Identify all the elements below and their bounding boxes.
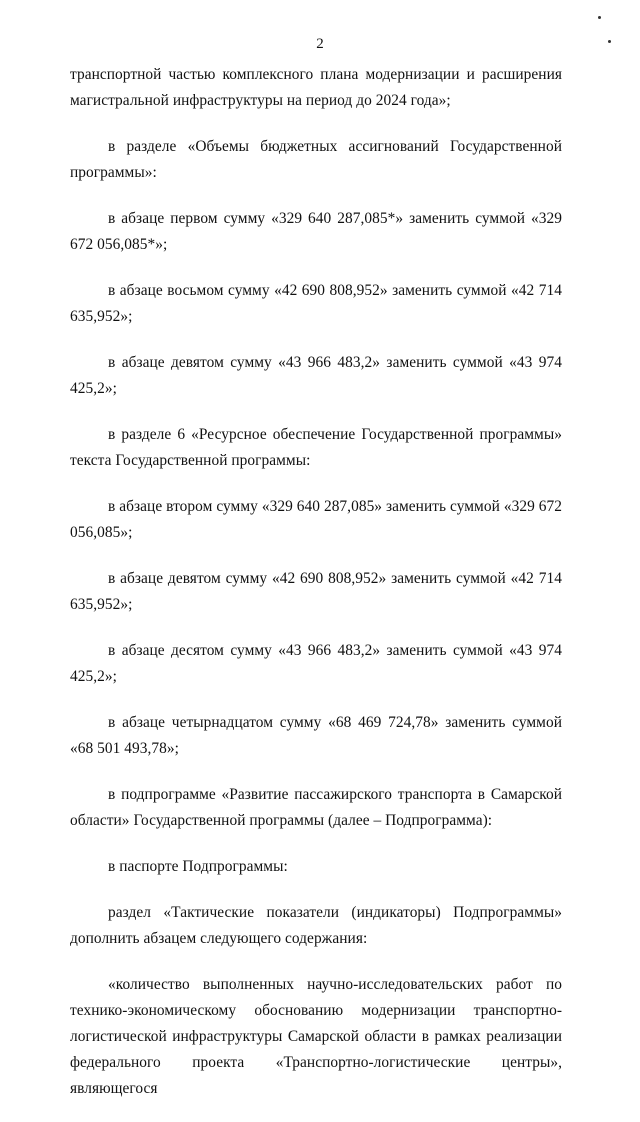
paragraph-13: раздел «Тактические показатели (индикаторы) Подпрограммы» дополнить абзацем следующего содержания:: [70, 904, 562, 947]
scan-speck: [598, 16, 601, 19]
paragraph-9: в абзаце десятом сумму «43 966 483,2» заменить суммой «43 974 425,2»;: [70, 642, 562, 685]
page-number: 2: [316, 36, 324, 52]
paragraph-7: в абзаце втором сумму «329 640 287,085» заменить суммой «329 672 056,085»;: [70, 498, 562, 541]
paragraph-14: «количество выполненных научно-исследовательских работ по технико-экономическому обоснованию модернизации транспортно-логистической инфраструктуры Самарской области в рамках реализации федерального проекта «Транспортно-логистические центры», являющегося: [70, 976, 562, 1097]
paragraph-10: в абзаце четырнадцатом сумму «68 469 724,78» заменить суммой «68 501 493,78»;: [70, 714, 562, 757]
paragraph-11: в подпрограмме «Развитие пассажирского транспорта в Самарской области» Государственной программы (далее – Подпрограмма):: [70, 786, 562, 829]
document-body: [70, 62, 562, 1122]
paragraph-3: в абзаце первом сумму «329 640 287,085*» заменить суммой «329 672 056,085*»;: [70, 210, 562, 253]
paragraph-6: в разделе 6 «Ресурсное обеспечение Государственной программы» текста Государственной программы:: [70, 426, 562, 469]
paragraph-1: транспортной частью комплексного плана модернизации и расширения магистральной инфраструктуры на период до 2024 года»;: [70, 66, 562, 109]
paragraph-8: в абзаце девятом сумму «42 690 808,952» заменить суммой «42 714 635,952»;: [70, 570, 562, 613]
paragraph-4: в абзаце восьмом сумму «42 690 808,952» заменить суммой «42 714 635,952»;: [70, 282, 562, 325]
paragraph-5: в абзаце девятом сумму «43 966 483,2» заменить суммой «43 974 425,2»;: [70, 354, 562, 397]
paragraph-12: в паспорте Подпрограммы:: [108, 858, 288, 875]
paragraph-2: в разделе «Объемы бюджетных ассигнований Государственной программы»:: [70, 138, 562, 181]
scan-speck: [608, 40, 611, 43]
